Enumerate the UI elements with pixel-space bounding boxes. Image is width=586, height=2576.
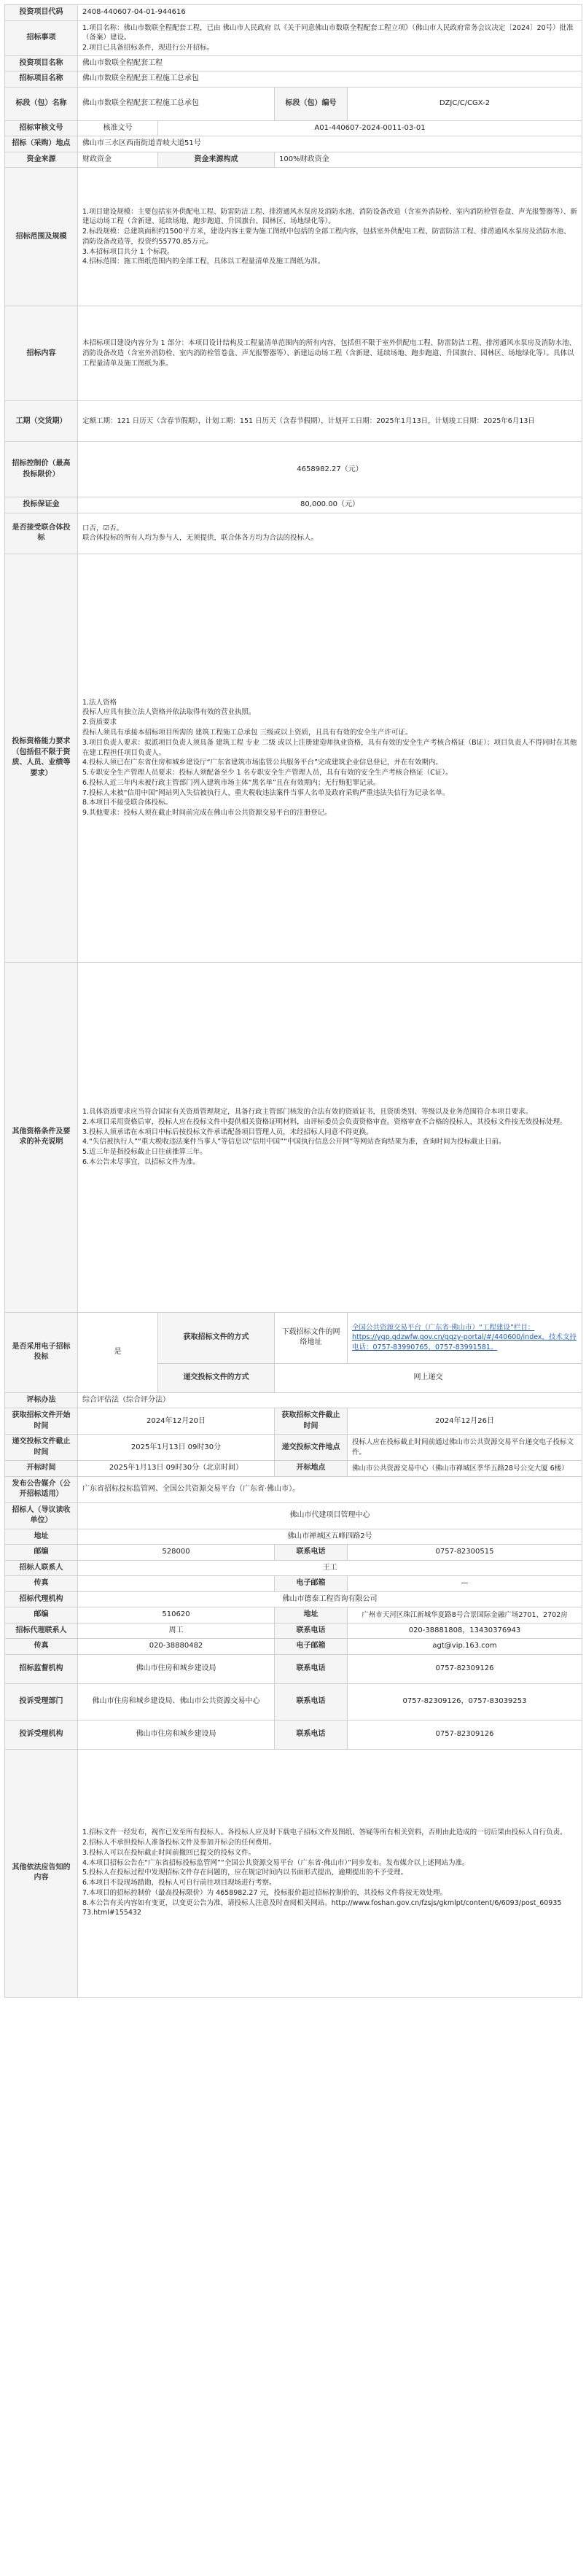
agency-label: 招标代理机构 xyxy=(5,1591,78,1607)
complaint-tel-label: 联系电话 xyxy=(275,1683,348,1720)
address-label: 招标（采购）地点 xyxy=(5,136,78,152)
tenderee-tel-value: 0757-82300515 xyxy=(348,1545,582,1561)
agency-email-value: agt@vip.163.com xyxy=(348,1639,582,1655)
table-row xyxy=(5,87,582,120)
remark-label: 其他依法应告知的内容 xyxy=(5,1749,78,1997)
get-start-value: 2024年12月20日 xyxy=(78,1408,275,1435)
fund-ratio-label: 资金来源构成 xyxy=(158,152,275,168)
approval-label: 招标审核文号 xyxy=(5,120,78,136)
get-method-value: 下载招标文件的网络地址 xyxy=(275,1312,348,1363)
agency-addr-label: 地址 xyxy=(275,1607,348,1623)
tender-name-label: 招标项目名称 xyxy=(5,71,78,88)
table-row xyxy=(5,554,582,962)
other-label: 其他资格条件及要求的补充说明 xyxy=(5,962,78,1312)
agency-fax-label: 传真 xyxy=(5,1639,78,1655)
open-place-label: 开标地点 xyxy=(275,1461,348,1477)
table-row xyxy=(5,1591,582,1607)
open-time-label: 开标时间 xyxy=(5,1461,78,1477)
table-row xyxy=(5,1476,582,1502)
complaint-label: 投诉受理部门 xyxy=(5,1683,78,1720)
table-row xyxy=(5,1720,582,1749)
section-value: 佛山市数联全程配套工程施工总承包 xyxy=(78,87,275,120)
table-row xyxy=(5,136,582,152)
open-time-value: 2025年1月13日 09时30分（北京时间） xyxy=(78,1461,275,1477)
tenderee-fax-value xyxy=(78,1576,275,1592)
get-end-value: 2024年12月26日 xyxy=(348,1408,582,1435)
content-label: 招标内容 xyxy=(5,306,78,401)
table-row xyxy=(5,1654,582,1683)
supervisor-value: 佛山市住房和城乡建设局 xyxy=(78,1654,275,1683)
tenderee-email-value: — xyxy=(348,1576,582,1592)
agency-post-value: 510620 xyxy=(78,1607,275,1623)
table-row xyxy=(5,168,582,306)
period-value: 定额工期：121 日历天（含春节假期），计划工期：151 日历天（含春节假期），计划开工日期：2025年1月13日，计划竣工日期：2025年6月13日 xyxy=(78,401,582,442)
complaint-tel-value: 0757-82309126，0757-83039253 xyxy=(348,1683,582,1720)
agency-email-label: 电子邮箱 xyxy=(275,1639,348,1655)
table-row xyxy=(5,1435,582,1461)
fund-source-label: 资金来源 xyxy=(5,152,78,168)
address-value: 佛山市三水区西南街道青岐大道51号 xyxy=(78,136,582,152)
e-bid-value: 是 xyxy=(78,1312,158,1392)
table-row xyxy=(5,1576,582,1592)
table-row xyxy=(5,1749,582,1997)
table-row xyxy=(5,306,582,401)
agency-fax-value: 020-38880482 xyxy=(78,1639,275,1655)
get-start-label: 获取招标文件开始时间 xyxy=(5,1408,78,1435)
tenderee-fax-label: 传真 xyxy=(5,1576,78,1592)
qual-label: 投标资格能力要求（包括但不限于资质、人员、业绩等要求） xyxy=(5,554,78,962)
complaint2-tel-label: 联系电话 xyxy=(275,1720,348,1749)
section-no-label: 标段（包）编号 xyxy=(275,87,348,120)
table-row xyxy=(5,497,582,513)
table-row xyxy=(5,1502,582,1529)
project-name-value: 佛山市数联全程配套工程 xyxy=(78,55,582,71)
max-price-label: 招标控制价（最高投标限价） xyxy=(5,442,78,497)
scope-label: 招标范围及规模 xyxy=(5,168,78,306)
complaint2-tel-value: 0757-82309126 xyxy=(348,1720,582,1749)
table-row xyxy=(5,1408,582,1435)
tenderee-addr-label: 地址 xyxy=(5,1529,78,1545)
submit-place-label: 递交投标文件地点 xyxy=(275,1435,348,1461)
get-end-label: 获取招标文件截止时间 xyxy=(275,1408,348,1435)
basis-value: 1.项目名称：佛山市数联全程配套工程，已由 佛山市人民政府 以《关于同意佛山市数联全程配套工程立项》（佛山市人民政府常务会议决定〔2024〕20号）批准（备案）建设。 2.项目已具备招标条件，现进行公开招标。 xyxy=(78,20,582,55)
tenderee-email-label: 电子邮箱 xyxy=(275,1576,348,1592)
open-place-value: 佛山市公共资源交易中心（佛山市禅城区季华五路28号公交大厦 6楼） xyxy=(348,1461,582,1477)
joint-value: 口否，☑否。 联合体投标的所有人均为参与人，无须提供，联合体各方均为合法的投标人。 xyxy=(78,513,582,554)
basis-label: 招标事项 xyxy=(5,20,78,55)
fund-ratio-value: 100%财政资金 xyxy=(275,152,582,168)
submit-deadline-label: 递交投标文件截止时间 xyxy=(5,1435,78,1461)
table-row xyxy=(5,401,582,442)
table-row xyxy=(5,1639,582,1655)
section-no-value: DZJC/C/CGX-2 xyxy=(348,87,582,120)
submit-deadline-value: 2025年1月13日 09时30分 xyxy=(78,1435,275,1461)
e-bid-label: 是否采用电子招标投标 xyxy=(5,1312,78,1392)
tenderee-tel-label: 联系电话 xyxy=(275,1545,348,1561)
tenderee-post-label: 邮编 xyxy=(5,1545,78,1561)
project-name-label: 投资项目名称 xyxy=(5,55,78,71)
complaint2-label: 投诉受理机构 xyxy=(5,1720,78,1749)
remark-value: 1.招标文件一经发布，视作已发至所有投标人。各投标人应及时下载电子招标文件及图纸、答疑等所有相关资料，否则由此造成的一切后果由投标人自行负责。 2.招标人不承担投标人准备投标文件及参加开标会的任何费用。 3.投标人可以在投标截止时间前撤回已提交的投标文件。 4.本项目招标公告在“广东省招标投标监管网”“全国公共资源交易平台（广东省·佛山市）”同步发布。发布媒介以上述网站为准。 5.投标人在投标过程中发现招标文件存在问题的，应在规定时间内以书面形式提出，逾期提出的不予受理。 6.本项目不设现场踏勘，投标人可自行前往项目现场进行考察。 7.本项目的招标控制价（最高投标限价）为 4658982.27 元，投标报价超过招标控制价的，其投标文件将按无效处理。 8.本公告有关内容如有变更，以变更公告为准，请投标人注意及时查阅相关网站。http://www.foshan.gov.cn/fzsjs/gkmlpt/content/6/6093/post_60935 73.html#155432 xyxy=(78,1749,582,1997)
content-value: 本招标项目建设内容分为 1 部分：本项目设计结构及工程量清单范围内的所有内容，包括但不限于室外供配电工程、防雷防洁工程、排涝通风水泵房及消防水池、消防设备改造（含室外消防栓、室内消防栓管卷盘、声光报警器等）、新建运动场工程（含新建、延续场地、跑步跑道、升国旗台、园林区、场地绿化等）。具体以工程量清单及施工图纸为准。 xyxy=(78,306,582,401)
table-row xyxy=(5,1623,582,1639)
table-row xyxy=(5,1312,582,1363)
tenderee-post-value: 528000 xyxy=(78,1545,275,1561)
table-row xyxy=(5,1683,582,1720)
qual-value: 1.法人资格 投标人应具有独立法人资格并依法取得有效的营业执照。 2.资质要求 投标人须具有承接本招标项目所需的 建筑工程施工总承包 三级或以上资质，且具有有效的安全生产许可证。 3.项目负责人要求：拟派项目负责人须具备 建筑工程 专业 二级 或以上注册建造师执业资格，具有有效的安全生产考核合格证（B证）；项目负责人不得同时在其他在建工程担任项目负责人。 4.投标人须已在广东省住房和城乡建设厅“广东省建筑市场监管公共服务平台”完成建筑企业信息登记，并在有效期内。 5.专职安全生产管理人员要求：投标人须配备至少 1 名专职安全生产管理人员，具有有效的安全生产考核合格证（C证）。 6.投标人近三年内未被行政主管部门列入建筑市场主体“黑名单”且在有效期内；无行贿犯罪记录。 7.投标人未被“信用中国”网站列入失信被执行人、重大税收违法案件当事人名单及政府采购严重违法失信行为记录名单。 8.本项目不接受联合体投标。 9.其他要求：投标人须在截止时间前完成在佛山市公共资源交易平台的注册登记。 xyxy=(78,554,582,962)
agency-tel-value: 020-38881808，13430376943 xyxy=(348,1623,582,1639)
tenderee-person-label: 招标人联系人 xyxy=(5,1560,78,1576)
table-row xyxy=(5,442,582,497)
agency-post-label: 邮编 xyxy=(5,1607,78,1623)
table-row xyxy=(5,71,582,88)
fund-source-value: 财政资金 xyxy=(78,152,158,168)
joint-label: 是否接受联合体投标 xyxy=(5,513,78,554)
eval-value: 综合评估法（综合评分法） xyxy=(78,1392,582,1408)
table-row xyxy=(5,120,582,136)
table-row xyxy=(5,20,582,55)
agency-person-value: 周工 xyxy=(78,1623,275,1639)
agency-tel-label: 联系电话 xyxy=(275,1623,348,1639)
submit-method-value: 网上递交 xyxy=(275,1363,582,1392)
other-value: 1.具体资质要求应当符合国家有关资质管理规定，具备行政主管部门核发的合法有效的资质证书，且资质类别、等级以及业务范围符合本项目要求。 2.本项目采用资格后审，投标人应在投标文件中提供相关资格证明材料，由评标委员会负责资格审查。资格审查不合格的投标人，其投标文件按无效投标处理。 3.投标人须承诺在本项目中标后按投标文件承诺配备项目管理人员，未经招标人同意不得更换。 4.“失信被执行人”“重大税收违法案件当事人”等信息以“信用中国”“中国执行信息公开网”等网站查询结果为准，查询时间为投标截止日前。 5.近三年是指投标截止日往前推算三年。 6.本公告未尽事宜，以招标文件为准。 xyxy=(78,962,582,1312)
submit-method-label: 递交投标文件的方式 xyxy=(158,1363,275,1392)
max-price-value: 4658982.27（元） xyxy=(78,442,582,497)
eval-label: 评标办法 xyxy=(5,1392,78,1408)
approval-basis: 核准文号 xyxy=(78,120,158,136)
table-row xyxy=(5,152,582,168)
announcement-table xyxy=(4,4,582,1998)
table-row xyxy=(5,1392,582,1408)
code-value: 2408-440607-04-01-944616 xyxy=(78,5,582,21)
publish-label: 发布公告媒介（公开招标适用） xyxy=(5,1476,78,1502)
supervisor-label: 招标监督机构 xyxy=(5,1654,78,1683)
agency-value: 佛山市德泰工程咨询有限公司 xyxy=(78,1591,582,1607)
tender-name-value: 佛山市数联全程配套工程施工总承包 xyxy=(78,71,582,88)
deposit-value: 80,000.00（元） xyxy=(78,497,582,513)
tenderee-value: 佛山市代建项目管理中心 xyxy=(78,1502,582,1529)
submit-place-value: 投标人应在投标截止时间前通过佛山市公共资源交易平台递交电子投标文件。 xyxy=(348,1435,582,1461)
tenderee-label: 招标人（导议读收单位） xyxy=(5,1502,78,1529)
period-label: 工期（交货期） xyxy=(5,401,78,442)
table-row xyxy=(5,513,582,554)
table-row xyxy=(5,1529,582,1545)
tender-announcement xyxy=(4,4,582,1998)
agency-addr-value: 广州市天河区珠江新城华夏路8号合景国际金融广场2701、2702房 xyxy=(348,1607,582,1623)
complaint-value: 佛山市住房和城乡建设局、佛山市公共资源交易中心 xyxy=(78,1683,275,1720)
table-row xyxy=(5,5,582,21)
tenderee-addr-value: 佛山市禅城区五峰四路2号 xyxy=(78,1529,582,1545)
table-row xyxy=(5,1560,582,1576)
table-row xyxy=(5,55,582,71)
scope-value: 1.项目建设规模：主要包括室外供配电工程、防雷防洁工程、排涝通风水泵房及消防水池、消防设备改造（含室外消防栓、室内消防栓管卷盘、声光报警器等）、新建运动场工程（含新建、延续场地、跑步跑道、升国旗台、园林区、场地绿化等）。 2.标段规模：总建筑面积约1500平方米，建设内容主要为施工图纸中包括的全部工程内容，包括室外供配电工程、防雷防洁工程、排涝通风水泵房及消防水池、消防设备改造等，投资约55770.85万元。 3.本招标项目共分 1 个标段。 4.招标范围：施工图纸范围内的全部工程，具体以工程量清单及施工图纸为准。 xyxy=(78,168,582,306)
publish-value: 广东省招标投标监管网、全国公共资源交易平台（广东省·佛山市）。 xyxy=(78,1476,582,1502)
download-link[interactable]: 全国公共资源交易平台（广东省·佛山市）“工程建设”栏目：https://ygp.gdzwfw.gov.cn/ggzy-portal/#/440600/index，技术支持电话：0757-83990765，0757-83991581。 xyxy=(348,1312,582,1363)
table-row xyxy=(5,962,582,1312)
table-row xyxy=(5,1461,582,1477)
tenderee-person-value: 王工 xyxy=(78,1560,582,1576)
section-label: 标段（包）名称 xyxy=(5,87,78,120)
agency-person-label: 招标代理联系人 xyxy=(5,1623,78,1639)
code-label: 投资项目代码 xyxy=(5,5,78,21)
supervisor-tel-label: 联系电话 xyxy=(275,1654,348,1683)
supervisor-tel-value: 0757-82309126 xyxy=(348,1654,582,1683)
approval-value: A01-440607-2024-0011-03-01 xyxy=(158,120,582,136)
table-row xyxy=(5,1607,582,1623)
complaint2-value: 佛山市住房和城乡建设局 xyxy=(78,1720,275,1749)
get-method-label: 获取招标文件的方式 xyxy=(158,1312,275,1363)
deposit-label: 投标保证金 xyxy=(5,497,78,513)
table-row xyxy=(5,1545,582,1561)
